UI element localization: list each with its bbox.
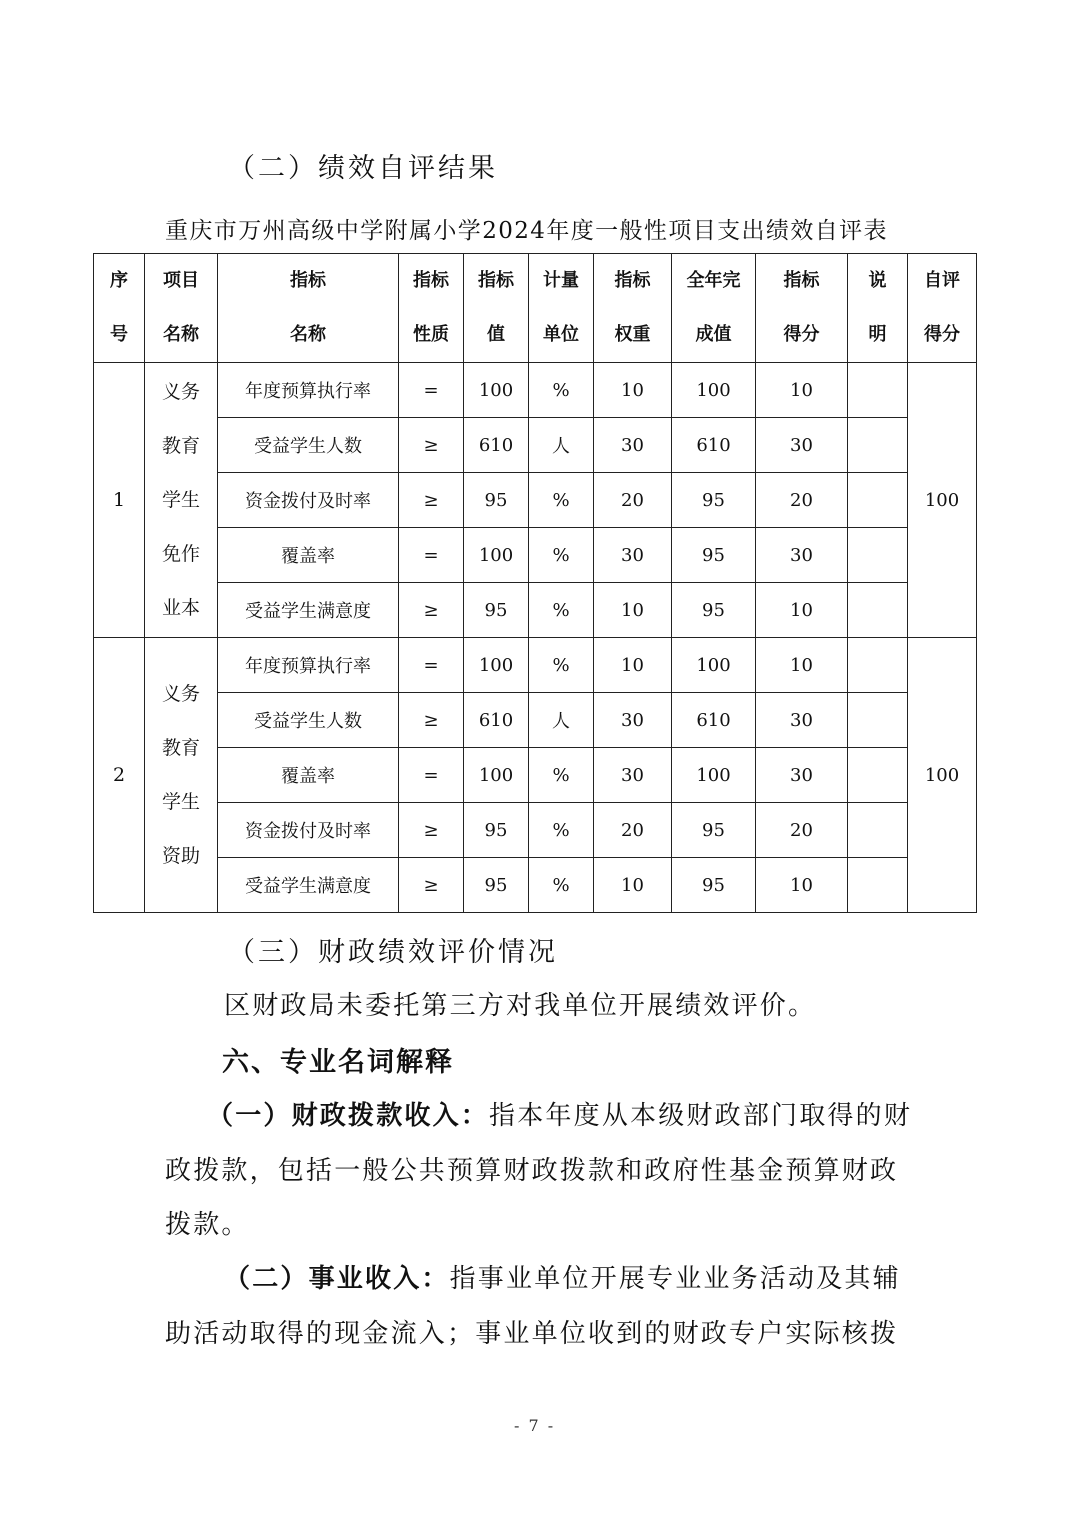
cell-note [848, 473, 908, 528]
project-name-line: 学生 [161, 791, 200, 813]
header-cell [848, 254, 908, 363]
section-fiscal-eval-heading: （三）财政绩效评价情况 [228, 937, 558, 968]
cell-score: 30 [756, 693, 848, 748]
header-label: 名称 [290, 324, 326, 345]
cell-value: 610 [464, 693, 529, 748]
indicator-name: 受益学生人数 [218, 418, 399, 473]
header-label: 号 [110, 324, 128, 345]
cell-value: 100 [464, 638, 529, 693]
cell-nature: = [399, 638, 464, 693]
cell-weight: 10 [594, 638, 672, 693]
cell-weight: 30 [594, 418, 672, 473]
header-label: 值 [487, 324, 505, 345]
indicator-name: 年度预算执行率 [218, 638, 399, 693]
cell-nature: = [399, 748, 464, 803]
cell-weight: 10 [594, 858, 672, 913]
project-name [145, 638, 218, 913]
cell-note [848, 528, 908, 583]
table-row [94, 583, 977, 638]
cell-score: 30 [756, 528, 848, 583]
term2-label: （二）事业收入： [224, 1264, 450, 1294]
cell-unit: % [529, 528, 594, 583]
header-cell [672, 254, 756, 363]
header-cell [594, 254, 672, 363]
indicator-name: 受益学生人数 [218, 693, 399, 748]
cell-nature: = [399, 363, 464, 418]
cell-unit: % [529, 363, 594, 418]
cell-unit: % [529, 473, 594, 528]
cell-weight: 20 [594, 803, 672, 858]
header-label: 计量 [543, 270, 579, 291]
project-name-line: 义务 [161, 683, 200, 705]
header-cell [529, 254, 594, 363]
header-label: 序 [110, 270, 128, 291]
table-row [94, 803, 977, 858]
table-caption: 重庆市万州高级中学附属小学2024年度一般性项目支出绩效自评表 [165, 218, 888, 244]
header-label: 指标 [478, 270, 514, 291]
header-label: 得分 [924, 324, 960, 345]
table-row [94, 638, 977, 693]
header-cell [218, 254, 399, 363]
cell-score: 20 [756, 473, 848, 528]
cell-unit: 人 [529, 418, 594, 473]
cell-nature: = [399, 528, 464, 583]
cell-score: 10 [756, 858, 848, 913]
cell-unit: % [529, 803, 594, 858]
cell-value: 100 [464, 363, 529, 418]
term1-label: （一）财政拨款收入： [207, 1101, 490, 1131]
header-label: 单位 [543, 324, 579, 345]
cell-actual: 100 [672, 638, 756, 693]
cell-nature: ≥ [399, 418, 464, 473]
header-label: 项目 [163, 270, 199, 291]
project-name-line: 教育 [161, 737, 200, 759]
cell-note [848, 418, 908, 473]
header-cell [399, 254, 464, 363]
cell-unit: % [529, 748, 594, 803]
header-label: 指标 [290, 270, 326, 291]
cell-actual: 95 [672, 473, 756, 528]
table-row [94, 748, 977, 803]
cell-nature: ≥ [399, 473, 464, 528]
header-label: 指标 [614, 270, 651, 291]
cell-unit: % [529, 583, 594, 638]
header-label: 说 [868, 270, 887, 291]
project-number: 1 [94, 363, 145, 638]
header-cell [464, 254, 529, 363]
cell-weight: 10 [594, 583, 672, 638]
cell-score: 30 [756, 748, 848, 803]
cell-score: 10 [756, 363, 848, 418]
cell-unit: 人 [529, 693, 594, 748]
header-cell [145, 254, 218, 363]
cell-value: 95 [464, 803, 529, 858]
project-name-line: 教育 [161, 435, 200, 457]
cell-value: 610 [464, 418, 529, 473]
header-cell [908, 254, 977, 363]
cell-note [848, 638, 908, 693]
cell-note [848, 583, 908, 638]
header-cell [94, 254, 145, 363]
cell-actual: 610 [672, 693, 756, 748]
cell-nature: ≥ [399, 858, 464, 913]
term2-first-line [224, 1258, 901, 1295]
cell-actual: 95 [672, 858, 756, 913]
header-cell [756, 254, 848, 363]
fiscal-eval-text: 区财政局未委托第三方对我单位开展绩效评价。 [224, 991, 817, 1021]
project-name-line: 业本 [161, 597, 200, 619]
cell-nature: ≥ [399, 583, 464, 638]
cell-unit: % [529, 638, 594, 693]
cell-note [848, 693, 908, 748]
header-label: 指标 [783, 270, 820, 291]
cell-nature: ≥ [399, 693, 464, 748]
cell-value: 100 [464, 748, 529, 803]
term2-line1: 指事业单位开展专业业务活动及其辅 [449, 1264, 901, 1294]
cell-actual: 610 [672, 418, 756, 473]
cell-weight: 10 [594, 363, 672, 418]
cell-unit: % [529, 858, 594, 913]
project-name-line: 资助 [161, 845, 200, 867]
section-terms-heading: 六、专业名词解释 [222, 1047, 454, 1078]
cell-nature: ≥ [399, 803, 464, 858]
cell-score: 20 [756, 803, 848, 858]
header-label: 得分 [783, 324, 820, 345]
term1-line1: 指本年度从本级财政部门取得的财 [489, 1101, 913, 1131]
indicator-name: 受益学生满意度 [218, 858, 399, 913]
cell-note [848, 803, 908, 858]
term1-first-line [207, 1095, 912, 1132]
cell-value: 95 [464, 858, 529, 913]
table-row [94, 693, 977, 748]
header-label: 自评 [924, 270, 960, 291]
cell-score: 30 [756, 418, 848, 473]
cell-weight: 30 [594, 693, 672, 748]
cell-score: 10 [756, 638, 848, 693]
self-score: 100 [908, 363, 977, 638]
indicator-name: 覆盖率 [218, 748, 399, 803]
table-row [94, 473, 977, 528]
cell-score: 10 [756, 583, 848, 638]
cell-note [848, 748, 908, 803]
indicator-name: 受益学生满意度 [218, 583, 399, 638]
term1-line3: 拨款。 [165, 1210, 250, 1240]
project-name-line: 学生 [161, 489, 200, 511]
indicator-name: 覆盖率 [218, 528, 399, 583]
project-number: 2 [94, 638, 145, 913]
cell-value: 95 [464, 473, 529, 528]
cell-actual: 100 [672, 363, 756, 418]
cell-actual: 95 [672, 528, 756, 583]
indicator-name: 资金拨付及时率 [218, 803, 399, 858]
project-name-line: 免作 [161, 543, 200, 565]
section-results-heading: （二）绩效自评结果 [228, 153, 498, 184]
indicator-name: 年度预算执行率 [218, 363, 399, 418]
project-name-line: 义务 [161, 381, 200, 403]
cell-weight: 20 [594, 473, 672, 528]
term2-line2: 助活动取得的现金流入；事业单位收到的财政专户实际核拨 [165, 1319, 899, 1349]
header-label: 名称 [163, 324, 199, 345]
cell-note [848, 858, 908, 913]
table-header-row [94, 254, 977, 363]
indicator-name: 资金拨付及时率 [218, 473, 399, 528]
cell-actual: 100 [672, 748, 756, 803]
table-row [94, 858, 977, 913]
table-row [94, 528, 977, 583]
cell-actual: 95 [672, 803, 756, 858]
cell-weight: 30 [594, 748, 672, 803]
cell-weight: 30 [594, 528, 672, 583]
table-row [94, 418, 977, 473]
cell-actual: 95 [672, 583, 756, 638]
header-label: 指标 [413, 270, 449, 291]
project-name [145, 363, 218, 638]
cell-note [848, 363, 908, 418]
cell-value: 95 [464, 583, 529, 638]
performance-table [93, 253, 977, 913]
header-label: 权重 [614, 324, 651, 345]
header-label: 明 [868, 324, 887, 345]
header-label: 性质 [413, 324, 449, 345]
header-label: 成值 [695, 324, 732, 345]
header-label: 全年完 [686, 270, 741, 291]
term1-line2: 政拨款，包括一般公共预算财政拨款和政府性基金预算财政 [165, 1156, 899, 1186]
page-number: - 7 - [514, 1416, 556, 1435]
table-row [94, 363, 977, 418]
self-score: 100 [908, 638, 977, 913]
cell-value: 100 [464, 528, 529, 583]
